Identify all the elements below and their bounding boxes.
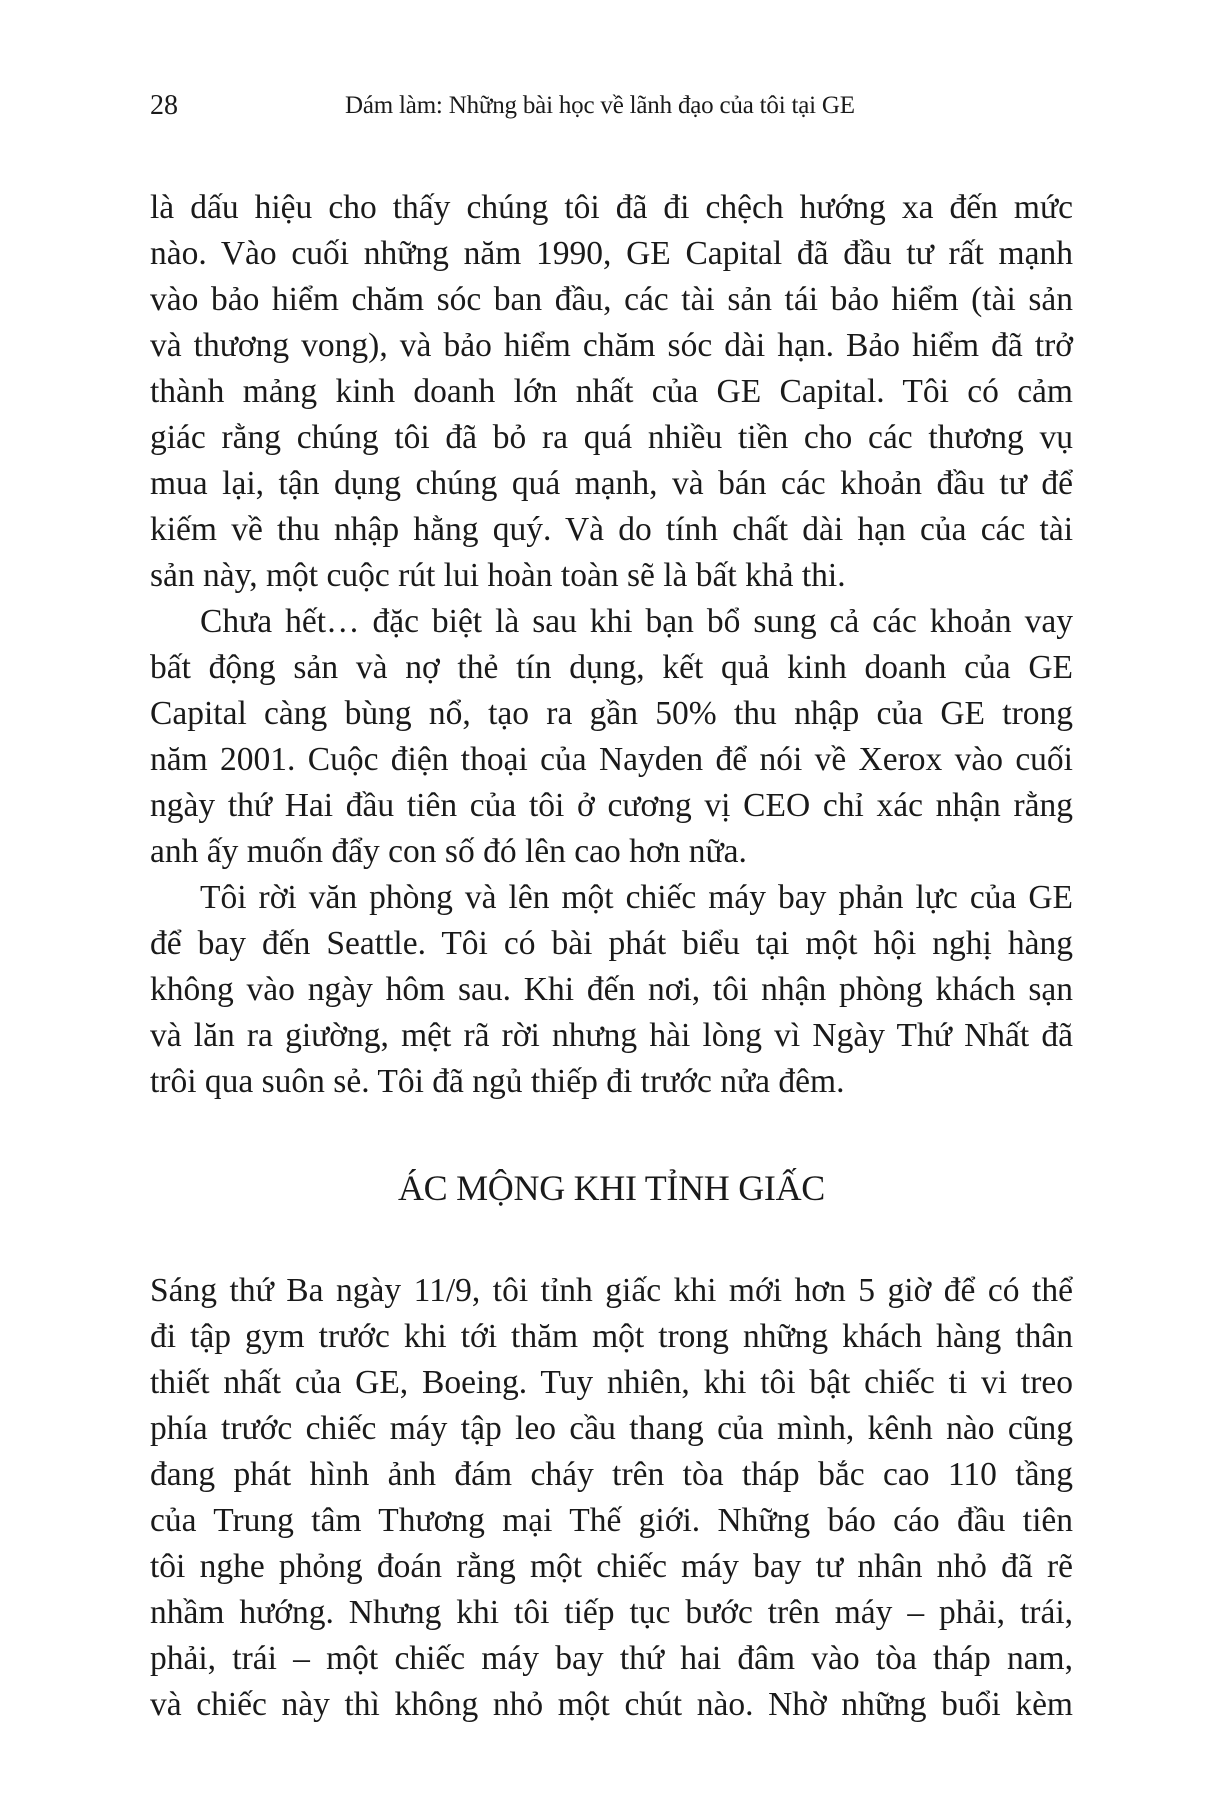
paragraph [150, 1268, 1073, 1728]
text-line: đang phát hình ảnh đám cháy trên tòa tháp bắc cao 110 tầng [150, 1456, 1073, 1493]
text-line: để bay đến Seattle. Tôi có bài phát biểu tại một hội nghị hàng [150, 925, 1073, 962]
section-heading: ÁC MỘNG KHI TỈNH GIẤC [397, 1168, 826, 1208]
paragraph [150, 185, 1073, 599]
text-line: bất động sản và nợ thẻ tín dụng, kết quả kinh doanh của GE [150, 649, 1073, 686]
text-line: thiết nhất của GE, Boeing. Tuy nhiên, khi tôi bật chiếc ti vi treo [150, 1364, 1073, 1401]
text-line: của Trung tâm Thương mại Thế giới. Những báo cáo đầu tiên [150, 1502, 1073, 1539]
text-line: phải, trái – một chiếc máy bay thứ hai đâm vào tòa tháp nam, [150, 1640, 1073, 1677]
text-line: anh ấy muốn đẩy con số đó lên cao hơn nữa. [150, 833, 747, 870]
page-number: 28 [150, 90, 178, 121]
text-line: Capital càng bùng nổ, tạo ra gần 50% thu nhập của GE trong [150, 695, 1073, 732]
text-line: đi tập gym trước khi tới thăm một trong những khách hàng thân [150, 1318, 1073, 1355]
paragraph [150, 599, 1073, 875]
text-line: Tôi rời văn phòng và lên một chiếc máy bay phản lực của GE [200, 879, 1073, 916]
section-two-body [150, 1268, 1073, 1728]
text-line: Sáng thứ Ba ngày 11/9, tôi tỉnh giấc khi mới hơn 5 giờ để có thể [150, 1272, 1073, 1309]
text-line: là dấu hiệu cho thấy chúng tôi đã đi chệch hướng xa đến mức [150, 189, 1073, 226]
text-line: Chưa hết… đặc biệt là sau khi bạn bổ sung cả các khoản vay [200, 603, 1073, 640]
text-line: trôi qua suôn sẻ. Tôi đã ngủ thiếp đi trước nửa đêm. [150, 1063, 845, 1100]
text-line: tôi nghe phỏng đoán rằng một chiếc máy bay tư nhân nhỏ đã rẽ [150, 1548, 1073, 1585]
text-line: nhầm hướng. Nhưng khi tôi tiếp tục bước trên máy – phải, trái, [150, 1594, 1073, 1631]
text-line: nào. Vào cuối những năm 1990, GE Capital đã đầu tư rất mạnh [150, 235, 1073, 272]
text-line: sản này, một cuộc rút lui hoàn toàn sẽ là bất khả thi. [150, 557, 846, 594]
text-line: giác rằng chúng tôi đã bỏ ra quá nhiều tiền cho các thương vụ [150, 419, 1073, 456]
text-line: vào bảo hiểm chăm sóc ban đầu, các tài sản tái bảo hiểm (tài sản [150, 281, 1073, 318]
section-one-body [150, 185, 1073, 1105]
text-line: ngày thứ Hai đầu tiên của tôi ở cương vị CEO chỉ xác nhận rằng [150, 787, 1073, 824]
text-line: mua lại, tận dụng chúng quá mạnh, và bán các khoản đầu tư để [150, 465, 1073, 502]
text-line: và lăn ra giường, mệt rã rời nhưng hài lòng vì Ngày Thứ Nhất đã [150, 1017, 1073, 1054]
text-line: thành mảng kinh doanh lớn nhất của GE Capital. Tôi có cảm [150, 373, 1073, 410]
text-line: và thương vong), và bảo hiểm chăm sóc dài hạn. Bảo hiểm đã trở [150, 327, 1073, 364]
text-line: năm 2001. Cuộc điện thoại của Nayden để nói về Xerox vào cuối [150, 741, 1073, 778]
text-line: phía trước chiếc máy tập leo cầu thang của mình, kênh nào cũng [150, 1410, 1073, 1447]
running-header [150, 86, 1070, 126]
text-line: và chiếc này thì không nhỏ một chút nào. Nhờ những buổi kèm [150, 1686, 1073, 1723]
text-line: không vào ngày hôm sau. Khi đến nơi, tôi nhận phòng khách sạn [150, 971, 1073, 1008]
paragraph [150, 875, 1073, 1105]
running-title: Dám làm: Những bài học về lãnh đạo của tôi tại GE [345, 92, 855, 119]
text-line: kiếm về thu nhập hằng quý. Và do tính chất dài hạn của các tài [150, 511, 1073, 548]
